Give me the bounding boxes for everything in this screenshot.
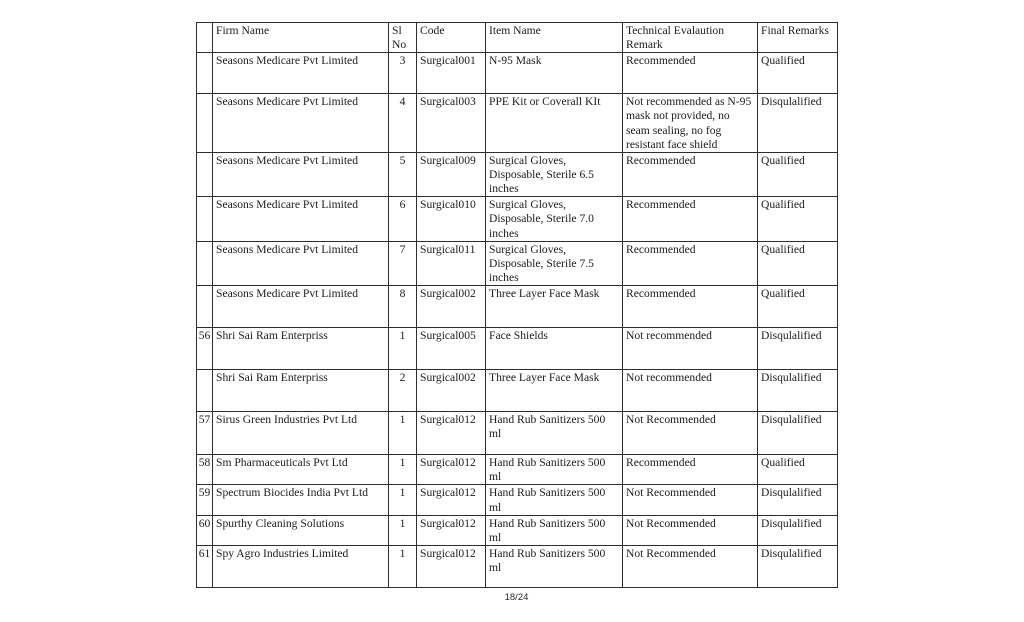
- final-remarks-cell: Qualified: [758, 53, 838, 94]
- header-code: Code: [417, 23, 486, 53]
- table-row: [197, 485, 838, 515]
- sl-no-cell: 1: [389, 485, 417, 515]
- item-name-cell: Hand Rub Sanitizers 500 ml: [486, 412, 623, 455]
- final-remarks-cell: Qualified: [758, 241, 838, 285]
- technical-remark-cell: Not Recommended: [623, 412, 758, 455]
- firm-number-cell: [197, 152, 213, 196]
- technical-remark-cell: Recommended: [623, 241, 758, 285]
- technical-remark-cell: Recommended: [623, 455, 758, 485]
- sl-no-cell: 1: [389, 545, 417, 587]
- technical-remark-cell: Not recommended: [623, 328, 758, 370]
- final-remarks-cell: Disqulalified: [758, 515, 838, 545]
- code-cell: Surgical012: [417, 485, 486, 515]
- firm-number-cell: 57: [197, 412, 213, 455]
- code-cell: Surgical010: [417, 197, 486, 241]
- firm-number-cell: [197, 370, 213, 412]
- item-name-cell: PPE Kit or Coverall KIt: [486, 94, 623, 153]
- technical-remark-cell: Not Recommended: [623, 545, 758, 587]
- sl-no-cell: 3: [389, 53, 417, 94]
- item-name-cell: Hand Rub Sanitizers 500 ml: [486, 455, 623, 485]
- code-cell: Surgical005: [417, 328, 486, 370]
- firm-name-cell: Spectrum Biocides India Pvt Ltd: [213, 485, 389, 515]
- table-row: [197, 94, 838, 153]
- table-row: [197, 286, 838, 328]
- sl-no-cell: 4: [389, 94, 417, 153]
- firm-number-cell: [197, 53, 213, 94]
- sl-no-cell: 1: [389, 515, 417, 545]
- table-row: [197, 152, 838, 196]
- technical-remark-cell: Not Recommended: [623, 515, 758, 545]
- firm-name-cell: Seasons Medicare Pvt Limited: [213, 94, 389, 153]
- firm-number-cell: 60: [197, 515, 213, 545]
- technical-remark-cell: Recommended: [623, 53, 758, 94]
- firm-name-cell: Sm Pharmaceuticals Pvt Ltd: [213, 455, 389, 485]
- code-cell: Surgical003: [417, 94, 486, 153]
- firm-name-cell: Seasons Medicare Pvt Limited: [213, 53, 389, 94]
- technical-remark-cell: Not recommended as N-95 mask not provided, no seam sealing, no fog resistant face shield: [623, 94, 758, 153]
- item-name-cell: Surgical Gloves, Disposable, Sterile 6.5 inches: [486, 152, 623, 196]
- table-row: [197, 53, 838, 94]
- sl-no-cell: 1: [389, 412, 417, 455]
- firm-number-cell: [197, 197, 213, 241]
- firm-name-cell: Seasons Medicare Pvt Limited: [213, 197, 389, 241]
- table-header-row: [197, 23, 838, 53]
- final-remarks-cell: Disqulalified: [758, 94, 838, 153]
- technical-remark-cell: Not recommended: [623, 370, 758, 412]
- code-cell: Surgical011: [417, 241, 486, 285]
- item-name-cell: Face Shields: [486, 328, 623, 370]
- firm-number-cell: [197, 286, 213, 328]
- sl-no-cell: 1: [389, 455, 417, 485]
- technical-evaluation-table: [196, 22, 838, 588]
- item-name-cell: Hand Rub Sanitizers 500 ml: [486, 515, 623, 545]
- final-remarks-cell: Disqulalified: [758, 485, 838, 515]
- code-cell: Surgical009: [417, 152, 486, 196]
- firm-name-cell: Seasons Medicare Pvt Limited: [213, 286, 389, 328]
- item-name-cell: Hand Rub Sanitizers 500 ml: [486, 545, 623, 587]
- table-row: [197, 412, 838, 455]
- firm-name-cell: Spy Agro Industries Limited: [213, 545, 389, 587]
- evaluation-table-container: [196, 22, 837, 588]
- final-remarks-cell: Disqulalified: [758, 370, 838, 412]
- firm-number-cell: 59: [197, 485, 213, 515]
- code-cell: Surgical001: [417, 53, 486, 94]
- table-row: [197, 328, 838, 370]
- table-body: [197, 53, 838, 588]
- table-row: [197, 241, 838, 285]
- table-row: [197, 545, 838, 587]
- item-name-cell: Surgical Gloves, Disposable, Sterile 7.0 inches: [486, 197, 623, 241]
- firm-number-cell: 56: [197, 328, 213, 370]
- item-name-cell: N-95 Mask: [486, 53, 623, 94]
- code-cell: Surgical002: [417, 370, 486, 412]
- code-cell: Surgical012: [417, 412, 486, 455]
- code-cell: Surgical012: [417, 515, 486, 545]
- sl-no-cell: 7: [389, 241, 417, 285]
- technical-remark-cell: Recommended: [623, 286, 758, 328]
- firm-name-cell: Seasons Medicare Pvt Limited: [213, 152, 389, 196]
- final-remarks-cell: Qualified: [758, 152, 838, 196]
- firm-number-cell: 61: [197, 545, 213, 587]
- table-row: [197, 455, 838, 485]
- firm-number-cell: 58: [197, 455, 213, 485]
- item-name-cell: Three Layer Face Mask: [486, 370, 623, 412]
- sl-no-cell: 1: [389, 328, 417, 370]
- code-cell: Surgical012: [417, 545, 486, 587]
- header-firm-name: Firm Name: [213, 23, 389, 53]
- header-item-name: Item Name: [486, 23, 623, 53]
- sl-no-cell: 8: [389, 286, 417, 328]
- final-remarks-cell: Qualified: [758, 197, 838, 241]
- technical-remark-cell: Recommended: [623, 197, 758, 241]
- sl-no-cell: 2: [389, 370, 417, 412]
- final-remarks-cell: Qualified: [758, 455, 838, 485]
- header-firm-number: [197, 23, 213, 53]
- firm-number-cell: [197, 241, 213, 285]
- item-name-cell: Hand Rub Sanitizers 500 ml: [486, 485, 623, 515]
- firm-number-cell: [197, 94, 213, 153]
- table-row: [197, 370, 838, 412]
- code-cell: Surgical002: [417, 286, 486, 328]
- firm-name-cell: Seasons Medicare Pvt Limited: [213, 241, 389, 285]
- technical-remark-cell: Not Recommended: [623, 485, 758, 515]
- final-remarks-cell: Disqulalified: [758, 328, 838, 370]
- final-remarks-cell: Qualified: [758, 286, 838, 328]
- sl-no-cell: 5: [389, 152, 417, 196]
- item-name-cell: Surgical Gloves, Disposable, Sterile 7.5 inches: [486, 241, 623, 285]
- header-sl-no: Sl No: [389, 23, 417, 53]
- table-row: [197, 515, 838, 545]
- final-remarks-cell: Disqulalified: [758, 412, 838, 455]
- table-row: [197, 197, 838, 241]
- technical-remark-cell: Recommended: [623, 152, 758, 196]
- firm-name-cell: Sirus Green Industries Pvt Ltd: [213, 412, 389, 455]
- item-name-cell: Three Layer Face Mask: [486, 286, 623, 328]
- sl-no-cell: 6: [389, 197, 417, 241]
- firm-name-cell: Shri Sai Ram Enterpriss: [213, 370, 389, 412]
- page-number: 18/24: [504, 592, 529, 603]
- firm-name-cell: Spurthy Cleaning Solutions: [213, 515, 389, 545]
- firm-name-cell: Shri Sai Ram Enterpriss: [213, 328, 389, 370]
- header-technical-remark: Technical Evalaution Remark: [623, 23, 758, 53]
- code-cell: Surgical012: [417, 455, 486, 485]
- final-remarks-cell: Disqulalified: [758, 545, 838, 587]
- header-final-remarks: Final Remarks: [758, 23, 838, 53]
